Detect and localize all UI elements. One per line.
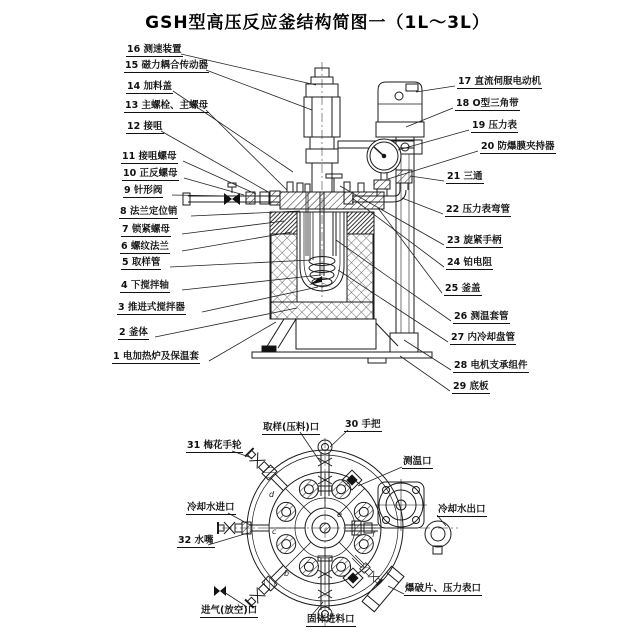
port-label-solid-feed: 固体进料口 (307, 614, 355, 625)
port-letter-b: b (284, 569, 290, 578)
part-label-3: 3 推进式搅拌器 (118, 302, 185, 313)
part-label-8: 8 法兰定位销 (120, 206, 178, 217)
sampling-tube (310, 212, 313, 260)
port-label-handle-30: 30 手把 (345, 419, 381, 430)
part-label-27: 27 内冷却盘管 (451, 332, 516, 343)
port-label-sampling-press: 取样(压料)口 (263, 422, 320, 433)
part-label-21: 21 三通 (447, 171, 483, 182)
port-label-cooling-inlet: 冷却水进口 (187, 502, 235, 513)
part-label-13: 13 主螺栓、主螺母 (125, 100, 209, 111)
part-label-19: 19 压力表 (472, 120, 518, 131)
part-label-20: 20 防爆膜夹持器 (481, 141, 555, 152)
part-label-2: 2 釜体 (119, 327, 148, 338)
part-label-4: 4 下搅拌轴 (121, 280, 169, 291)
leader-lines (155, 54, 478, 616)
thermowell (333, 212, 336, 256)
burst-disc-port-flag (362, 566, 404, 612)
part-label-18: 18 O型三角带 (456, 98, 519, 109)
valve-lower-left (245, 563, 290, 608)
part-label-1: 1 电加热炉及保温套 (113, 351, 199, 362)
port-letter-d: d (269, 490, 275, 499)
vent-valve (214, 586, 226, 596)
part-label-6: 6 螺纹法兰 (121, 241, 169, 252)
port-label-temp-port: 测温口 (403, 456, 432, 467)
left-pipe-needle-valve (183, 183, 280, 205)
part-label-5: 5 取样管 (122, 257, 161, 268)
part-label-14: 14 加料盖 (127, 81, 173, 92)
servo-motor (376, 82, 424, 137)
part-label-23: 23 旋紧手柄 (447, 235, 502, 246)
port-label-water-nozzle-32: 32 水嘴 (178, 535, 214, 546)
part-label-7: 7 锁紧螺母 (122, 224, 170, 235)
part-label-17: 17 直流伺服电动机 (458, 76, 542, 87)
main-view-reactor-section (183, 62, 432, 363)
port-letter-e: e (337, 510, 342, 519)
part-label-10: 10 正反螺母 (123, 168, 178, 179)
part-label-9: 9 针形阀 (124, 185, 163, 196)
part-label-22: 22 压力表弯管 (446, 204, 511, 215)
port-label-burst-disc: 爆破片、压力表口 (405, 583, 482, 594)
part-label-12: 12 接咀 (127, 121, 163, 132)
part-label-25: 25 釜盖 (445, 283, 481, 294)
port-label-handwheel-31: 31 梅花手轮 (187, 440, 242, 451)
port-label-gas-inlet-vent: 进气(放空)口 (201, 605, 258, 616)
part-label-26: 26 测温套管 (454, 311, 509, 322)
part-label-24: 24 铂电阻 (447, 257, 493, 268)
part-label-29: 29 底板 (453, 381, 489, 392)
port-letter-c: c (272, 527, 277, 536)
port-letter-f: f (372, 530, 375, 539)
part-label-15: 15 磁力耦合传动器 (125, 60, 209, 71)
port-label-cooling-outlet: 冷却水出口 (438, 504, 486, 515)
part-label-16: 16 测速装置 (127, 44, 182, 55)
part-label-28: 28 电机支承组件 (454, 360, 528, 371)
valve-upper-left (245, 448, 290, 493)
cooling-outlet-fitting (425, 521, 451, 554)
diagram-title: GSH型高压反应釜结构简图一（1L～3L） (145, 13, 490, 33)
tightening-handle (326, 174, 342, 178)
part-label-11: 11 接咀螺母 (122, 151, 177, 162)
